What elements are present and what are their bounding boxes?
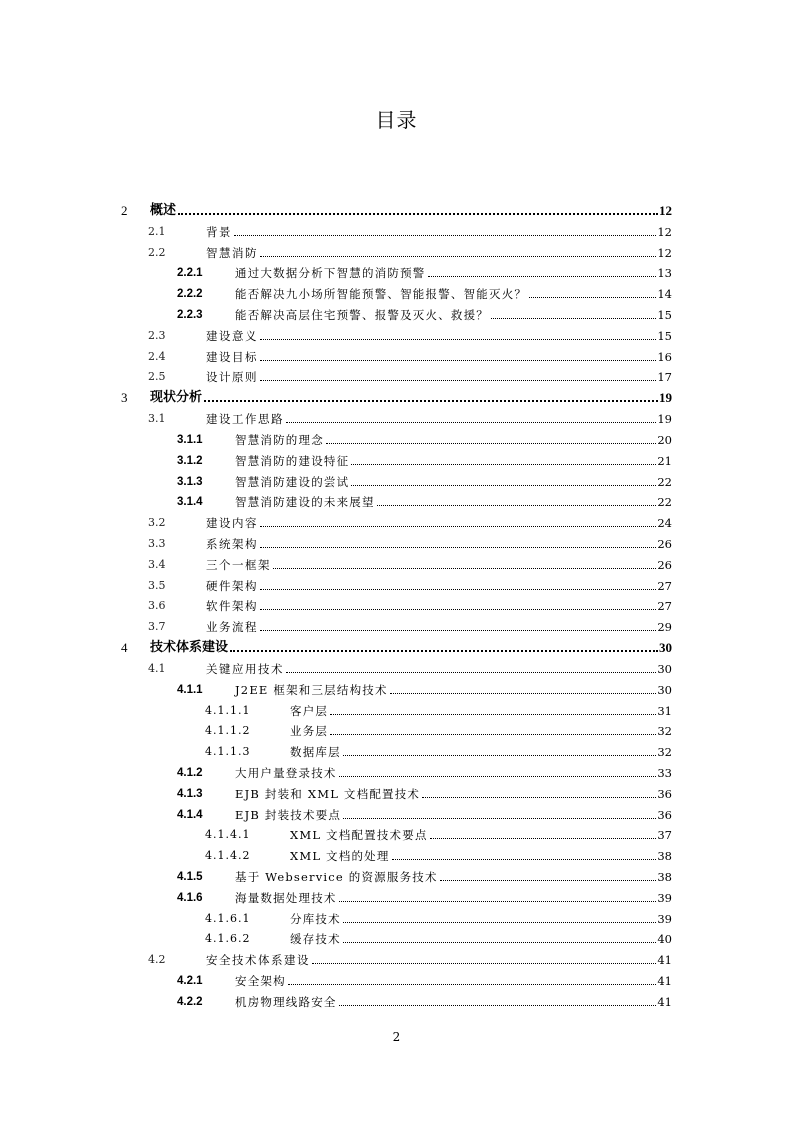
toc-dot-leader — [422, 796, 656, 798]
toc-entry-number: 2.1 — [148, 224, 166, 238]
toc-entry-title: 智慧消防的理念 — [235, 432, 324, 447]
toc-entry[interactable] — [120, 509, 672, 530]
toc-entry-number: 4.1.1 — [177, 683, 203, 696]
toc-entry[interactable] — [120, 863, 672, 884]
toc-entry-title: 建设工作思路 — [206, 412, 284, 427]
toc-entry-page: 16 — [657, 349, 672, 364]
toc-entry-number: 4.2.1 — [177, 974, 203, 987]
toc-entry[interactable] — [120, 280, 672, 301]
toc-entry-number: 3.1.1 — [177, 433, 203, 446]
toc-dot-leader — [529, 296, 656, 298]
toc-entry-page: 36 — [657, 807, 672, 822]
toc-entry-page: 20 — [657, 432, 672, 447]
toc-entry[interactable] — [120, 842, 672, 863]
toc-dot-leader — [260, 359, 656, 361]
toc-entry-number: 2.3 — [148, 328, 166, 342]
toc-entry-number: 3.1 — [148, 412, 166, 426]
toc-entry-page: 19 — [657, 412, 672, 427]
toc-entry-number: 4.1.1.1 — [205, 703, 251, 717]
toc-dot-leader — [390, 692, 657, 694]
toc-entry-number: 4.1 — [148, 661, 166, 675]
toc-entry-page: 22 — [657, 495, 672, 510]
toc-entry[interactable] — [120, 926, 672, 947]
toc-entry-number: 4.2 — [148, 953, 166, 967]
toc-dot-leader — [260, 255, 656, 257]
toc-entry-page: 29 — [657, 620, 672, 635]
table-of-contents — [120, 197, 672, 1009]
toc-entry-title: 通过大数据分析下智慧的消防预警 — [235, 266, 426, 281]
toc-entry-title: 智慧消防建设的未来展望 — [235, 495, 375, 510]
toc-entry-number: 3 — [121, 390, 128, 406]
toc-entry-title: 硬件架构 — [206, 578, 258, 593]
toc-entry-page: 19 — [659, 390, 672, 406]
toc-entry-title: J2EE 框架和三层结构技术 — [235, 682, 388, 697]
toc-entry-title: 安全技术体系建设 — [206, 953, 310, 968]
toc-entry-page: 21 — [657, 453, 672, 468]
toc-entry[interactable] — [120, 551, 672, 572]
toc-entry-page: 12 — [659, 203, 672, 218]
toc-entry-number: 4.1.5 — [177, 870, 203, 883]
toc-dot-leader — [430, 837, 657, 839]
toc-entry-page: 32 — [657, 724, 672, 739]
toc-entry-page: 41 — [657, 994, 672, 1009]
toc-entry-number: 3.2 — [148, 516, 166, 530]
toc-entry[interactable] — [120, 322, 672, 343]
toc-entry-number: 2 — [121, 203, 128, 218]
page-title: 目录 — [375, 108, 418, 132]
toc-entry[interactable] — [120, 468, 672, 489]
toc-entry-number: 3.7 — [148, 620, 166, 634]
toc-dot-leader — [392, 858, 657, 860]
toc-dot-leader — [339, 1004, 657, 1006]
toc-dot-leader — [339, 900, 657, 902]
toc-entry-page: 38 — [657, 869, 672, 884]
toc-entry[interactable] — [120, 239, 672, 260]
toc-entry-page: 40 — [657, 932, 672, 947]
toc-dot-leader — [312, 962, 656, 964]
toc-entry-number: 3.5 — [148, 578, 166, 592]
toc-dot-leader — [491, 317, 656, 319]
toc-entry-number: 3.4 — [148, 557, 166, 571]
toc-entry-page: 33 — [657, 765, 672, 780]
toc-entry[interactable] — [120, 697, 672, 718]
toc-entry-title: 数据库层 — [290, 745, 341, 760]
toc-entry[interactable] — [120, 301, 672, 322]
toc-entry-page: 30 — [659, 640, 672, 656]
toc-entry-page: 36 — [657, 786, 672, 801]
toc-entry-title: EJB 封装技术要点 — [235, 807, 342, 822]
toc-entry[interactable] — [120, 593, 672, 614]
toc-entry-title: 关键应用技术 — [206, 661, 284, 676]
toc-entry-title: 分库技术 — [290, 911, 341, 926]
toc-entry[interactable] — [120, 634, 672, 655]
toc-entry[interactable] — [120, 884, 672, 905]
toc-entry-number: 4.1.4.1 — [205, 828, 251, 842]
toc-dot-leader — [273, 567, 656, 569]
toc-entry-page: 30 — [657, 661, 672, 676]
toc-entry-title: 基于 Webservice 的资源服务技术 — [235, 869, 438, 884]
toc-entry-title: 机房物理线路安全 — [235, 994, 337, 1009]
toc-dot-leader — [339, 775, 657, 777]
toc-dot-leader — [288, 983, 657, 985]
toc-entry-page: 41 — [657, 953, 672, 968]
toc-entry[interactable] — [120, 405, 672, 426]
toc-entry-title: 能否解决高层住宅预警、报警及灭火、救援？ — [235, 307, 489, 322]
toc-entry[interactable] — [120, 613, 672, 634]
toc-dot-leader — [260, 338, 656, 340]
toc-entry-title: 建设目标 — [206, 349, 258, 364]
toc-entry-page: 31 — [657, 703, 672, 718]
toc-entry-title: XML 文档的处理 — [290, 849, 390, 864]
toc-entry[interactable] — [120, 426, 672, 447]
toc-entry-page: 14 — [657, 287, 672, 302]
toc-entry[interactable] — [120, 967, 672, 988]
toc-entry-number: 4.1.2 — [177, 766, 203, 779]
toc-entry[interactable] — [120, 530, 672, 551]
toc-entry-title: 大用户量登录技术 — [235, 765, 337, 780]
toc-entry[interactable] — [120, 572, 672, 593]
toc-entry-number: 4.2.2 — [177, 995, 203, 1008]
toc-entry-number: 4 — [121, 640, 128, 656]
toc-entry-title: 客户层 — [290, 703, 329, 718]
toc-entry-title: 技术体系建设 — [150, 640, 229, 656]
toc-entry-title: XML 文档配置技术要点 — [290, 828, 428, 843]
toc-entry-title: 安全架构 — [235, 973, 286, 988]
toc-entry[interactable] — [120, 738, 672, 759]
toc-entry-number: 2.2.1 — [177, 267, 203, 280]
toc-entry-number: 3.6 — [148, 599, 166, 613]
toc-entry-title: 智慧消防 — [206, 245, 258, 260]
toc-entry-title: 缓存技术 — [290, 932, 341, 947]
toc-entry-title: 系统架构 — [206, 536, 258, 551]
toc-entry-page: 13 — [657, 266, 672, 281]
toc-entry-number: 2.2 — [148, 245, 166, 259]
toc-dot-leader — [260, 588, 656, 590]
toc-dot-leader — [178, 212, 658, 215]
toc-entry-number: 3.1.2 — [177, 454, 203, 467]
toc-entry[interactable] — [120, 218, 672, 239]
toc-entry-page: 27 — [657, 578, 672, 593]
toc-dot-leader — [343, 817, 656, 819]
toc-entry-page: 26 — [657, 536, 672, 551]
toc-entry-title: 软件架构 — [206, 599, 258, 614]
toc-dot-leader — [351, 463, 656, 465]
toc-dot-leader — [330, 733, 656, 735]
toc-entry-title: 三个一框架 — [206, 557, 271, 572]
toc-dot-leader — [230, 649, 658, 652]
toc-entry-number: 4.1.4.2 — [205, 849, 251, 863]
toc-entry[interactable] — [120, 905, 672, 926]
toc-entry-number: 3.1.3 — [177, 475, 203, 488]
toc-entry-page: 39 — [657, 890, 672, 905]
toc-entry-number: 3.1.4 — [177, 496, 203, 509]
toc-entry-page: 30 — [657, 682, 672, 697]
toc-dot-leader — [260, 629, 656, 631]
toc-entry-title: 能否解决九小场所智能预警、智能报警、智能灭火？ — [235, 287, 528, 302]
toc-entry[interactable] — [120, 197, 672, 218]
toc-entry-number: 4.1.6.2 — [205, 932, 251, 946]
toc-entry-title: 海量数据处理技术 — [235, 890, 337, 905]
toc-entry[interactable] — [120, 343, 672, 364]
toc-entry-number: 4.1.3 — [177, 787, 203, 800]
toc-entry[interactable] — [120, 260, 672, 281]
toc-entry-title: 业务层 — [290, 724, 329, 739]
toc-dot-leader — [260, 379, 656, 381]
toc-entry-page: 15 — [657, 307, 672, 322]
page-number: 2 — [392, 1030, 401, 1044]
toc-entry-title: 现状分析 — [150, 390, 203, 406]
toc-dot-leader — [330, 713, 656, 715]
toc-entry-title: 概述 — [150, 203, 177, 218]
toc-dot-leader — [286, 421, 656, 423]
toc-dot-leader — [428, 275, 657, 277]
toc-entry-number: 4.1.1.3 — [205, 745, 251, 759]
toc-entry-page: 37 — [657, 828, 672, 843]
toc-entry-page: 12 — [657, 245, 672, 260]
toc-entry-number: 4.1.1.2 — [205, 724, 251, 738]
toc-entry-page: 27 — [657, 599, 672, 614]
toc-entry[interactable] — [120, 676, 672, 697]
toc-entry[interactable] — [120, 489, 672, 510]
toc-entry-page: 41 — [657, 973, 672, 988]
toc-entry[interactable] — [120, 718, 672, 739]
toc-entry-number: 2.5 — [148, 370, 166, 384]
toc-dot-leader — [286, 671, 656, 673]
toc-entry-title: 业务流程 — [206, 620, 258, 635]
toc-entry-page: 22 — [657, 474, 672, 489]
toc-dot-leader — [326, 442, 656, 444]
toc-entry[interactable] — [120, 447, 672, 468]
toc-entry-title: 建设意义 — [206, 328, 258, 343]
toc-entry-number: 4.1.6.1 — [205, 911, 251, 925]
toc-entry-title: 建设内容 — [206, 516, 258, 531]
toc-entry-page: 12 — [657, 224, 672, 239]
toc-entry-page: 15 — [657, 328, 672, 343]
toc-entry-number: 2.2.2 — [177, 288, 203, 301]
toc-entry[interactable] — [120, 801, 672, 822]
toc-entry-title: EJB 封装和 XML 文档配置技术 — [235, 786, 421, 801]
toc-entry-title: 智慧消防的建设特征 — [235, 453, 350, 468]
toc-entry[interactable] — [120, 988, 672, 1009]
toc-entry-page: 38 — [657, 849, 672, 864]
toc-dot-leader — [204, 399, 658, 402]
toc-entry-number: 2.4 — [148, 349, 166, 363]
toc-entry[interactable] — [120, 822, 672, 843]
toc-entry-page: 39 — [657, 911, 672, 926]
toc-entry-page: 24 — [657, 516, 672, 531]
toc-entry-number: 4.1.6 — [177, 891, 203, 904]
toc-dot-leader — [260, 546, 656, 548]
toc-entry-title: 设计原则 — [206, 370, 258, 385]
toc-entry[interactable] — [120, 759, 672, 780]
toc-dot-leader — [377, 504, 657, 506]
toc-dot-leader — [260, 525, 656, 527]
toc-entry[interactable] — [120, 384, 672, 405]
toc-dot-leader — [234, 234, 656, 236]
toc-entry-title: 背景 — [206, 224, 232, 239]
toc-entry-title: 智慧消防建设的尝试 — [235, 474, 350, 489]
toc-entry[interactable] — [120, 364, 672, 385]
toc-entry-number: 3.3 — [148, 536, 166, 550]
toc-entry[interactable] — [120, 780, 672, 801]
toc-entry-number: 4.1.4 — [177, 808, 203, 821]
toc-dot-leader — [343, 921, 657, 923]
toc-entry-page: 26 — [657, 557, 672, 572]
toc-entry-page: 32 — [657, 745, 672, 760]
toc-entry-page: 17 — [657, 370, 672, 385]
toc-entry[interactable] — [120, 655, 672, 676]
toc-dot-leader — [343, 754, 657, 756]
toc-dot-leader — [351, 484, 656, 486]
toc-entry-number: 2.2.3 — [177, 308, 203, 321]
toc-dot-leader — [260, 608, 656, 610]
toc-dot-leader — [440, 879, 657, 881]
toc-dot-leader — [343, 941, 657, 943]
toc-entry[interactable] — [120, 946, 672, 967]
